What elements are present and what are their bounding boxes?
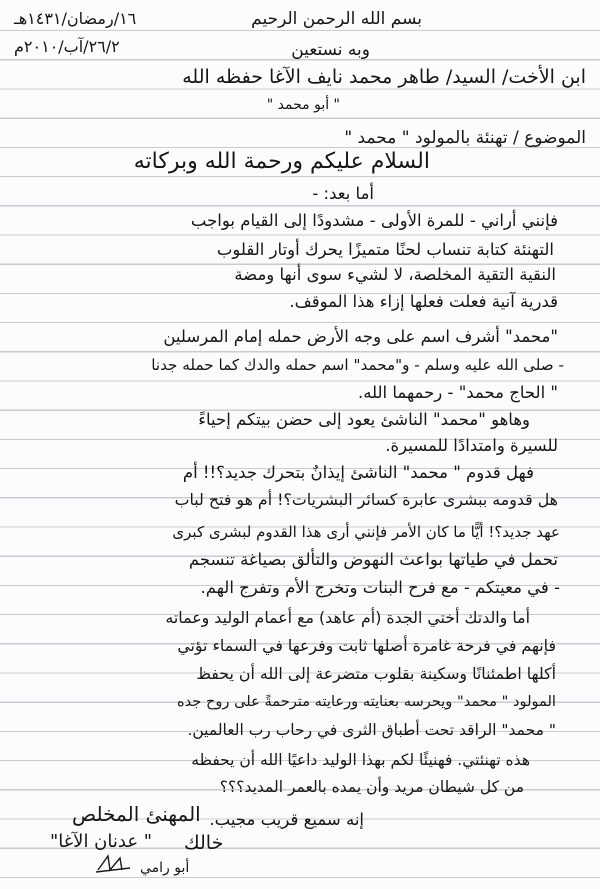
subject-line: الموضوع / تهنئة بالمولود " محمد " bbox=[344, 128, 586, 148]
body-line-7: " الحاج محمد" - رحمهما الله. bbox=[357, 383, 558, 402]
body-line-19: " محمد" الراقد تحت أطباق الثرى في رحاب رب العالمين. bbox=[187, 721, 556, 739]
signature-kunya: أبو رامي bbox=[140, 860, 190, 876]
body-line-11: هل قدومه ببشرى عابرة كسائر البشريات؟! أم هو فتح لباب bbox=[174, 490, 558, 509]
signature-title: المهنئ المخلص bbox=[72, 802, 201, 826]
body-line-21: من كل شيطان مريد وأن يمده بالعمر المديد؟؟؟ bbox=[219, 778, 524, 796]
body-line-5: "محمد" أشرف اسم على وجه الأرض حمله إمام المرسلين bbox=[163, 327, 558, 346]
date-hijri: ١٦/رمضان/١٤٣١هـ bbox=[14, 9, 137, 28]
body-line-14: - في معيتكم - مع فرح البنات وتخرج الأم وتفرج الهم. bbox=[200, 578, 560, 597]
body-line-12: عهد جديد؟! أيًّا ما كان الأمر فإنني أرى هذا القدوم لبشرى كبرى bbox=[172, 523, 560, 541]
body-line-6: - صلى الله عليه وسلم - و"محمد" اسم حمله والدك كما حمله جدنا bbox=[151, 356, 564, 374]
signature-uncle-label: خالك bbox=[184, 832, 224, 854]
greeting: السلام عليكم ورحمة الله وبركاته bbox=[133, 149, 430, 174]
invocation: وبه نستعين bbox=[291, 40, 370, 60]
addressee: ابن الأخت/ السيد/ طاهر محمد نايف الآغا حفظه الله bbox=[182, 66, 586, 88]
date-gregorian: ٢٦/٢/آب/٢٠١٠م bbox=[14, 37, 120, 56]
body-line-3: النقية التقية المخلصة، لا لشيء سوى أنها ومضة bbox=[234, 265, 556, 284]
body-line-2: التهنئة كتابة تنساب لحنًا متميزًا يحرك أوتار القلوب bbox=[216, 240, 554, 259]
body-line-1: فإنني أراني - للمرة الأولى - مشدودًا إلى القيام بواجب bbox=[190, 211, 558, 230]
body-line-15: أما والدتك أختي الجدة (أم عاهد) مع أعمام الوليد وعماته bbox=[165, 608, 530, 627]
addressee-kunya: " أبو محمد " bbox=[266, 97, 340, 113]
body-line-8: وهاهو "محمد" الناشئ يعود إلى حضن بيتكم إحياءً bbox=[198, 410, 530, 429]
body-line-20: هذه تهنئتي. فهنيئًا لكم بهذا الوليد داعيًا الله أن يحفظه bbox=[191, 751, 530, 769]
body-line-22: إنه سميع قريب مجيب. bbox=[209, 810, 364, 829]
body-line-17: أكلها اطمئنانًا وسكينة بقلوب متضرعة إلى الله أن يحفظ bbox=[196, 664, 556, 683]
body-line-18: المولود " محمد" ويحرسه بعنايته ورعايته مترحمةً على روح جده bbox=[177, 693, 556, 710]
body-line-16: فإنهم في فرحة غامرة أصلها ثابت وفرعها في السماء تؤتي bbox=[177, 636, 556, 655]
signature-scribble bbox=[94, 852, 134, 876]
signature-name: " عدنان الآغا" bbox=[50, 831, 153, 852]
body-line-10: فهل قدوم " محمد" الناشئ إيذانٌ بتحرك جديد؟!! أم bbox=[182, 463, 534, 482]
basmala: بسم الله الرحمن الرحيم bbox=[251, 9, 422, 29]
opening: أما بعد: - bbox=[312, 184, 374, 203]
body-line-13: تحمل في طياتها بواعث النهوض والتألق بصياغة تنسجم bbox=[188, 550, 558, 569]
body-line-9: للسيرة وامتدادًا للمسيرة. bbox=[385, 436, 558, 455]
body-line-4: قدرية آنية فعلت فعلها إزاء هذا الموقف. bbox=[289, 292, 558, 311]
